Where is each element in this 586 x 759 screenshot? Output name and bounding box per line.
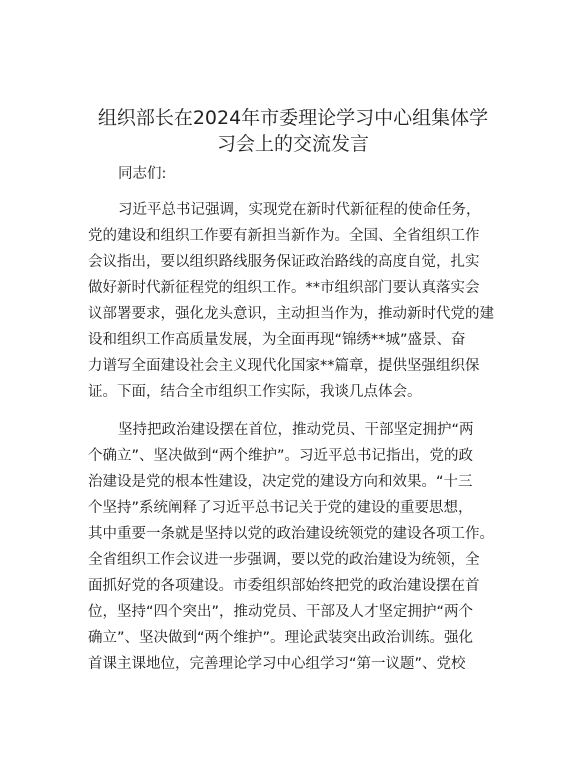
paragraph-2-line: 个确立”、坚决做到“两个维护”。习近平总书记指出，党的政: [88, 448, 474, 464]
paragraph-1-line: 做好新时代新征程党的组织工作。**市组织部门要认真落实会: [88, 280, 480, 296]
paragraph-1-line: 习近平总书记强调，实现党在新时代新征程的使命任务，: [118, 202, 481, 218]
salutation: 同志们:: [118, 166, 167, 182]
paragraph-1-line: 党的建设和组织工作要有新担当新作为。全国、全省组织工作: [88, 228, 480, 244]
document-title-line-2: 习会上的交流发言: [216, 133, 369, 155]
paragraph-2-line: 首课主课地位，完善理论学习中心组学习“第一议题”、党校: [88, 656, 466, 672]
paragraph-1-line: 设和组织工作高质量发展，为全面再现“锦绣**城”盛景、奋: [88, 332, 466, 348]
paragraph-2-line: 其中重要一条就是坚持以党的政治建设统领党的建设各项工作。: [88, 526, 494, 542]
paragraph-2-line: 个坚持”系统阐释了习近平总书记关于党的建设的重要思想，: [88, 500, 473, 516]
paragraph-2-line: 坚持把政治建设摆在首位，推动党员、干部坚定拥护“两: [118, 422, 474, 438]
paragraph-1-line: 议部署要求，强化龙头意识，主动担当作为，推动新时代党的建: [88, 306, 494, 322]
paragraph-2-line: 全省组织工作会议进一步强调，要以党的政治建设为统领，全: [88, 552, 480, 568]
paragraph-2-line: 面抓好党的各项建设。市委组织部始终把党的政治建设摆在首: [88, 578, 480, 594]
paragraph-2-line: 治建设是党的根本性建设，决定党的建设方向和效果。“十三: [88, 474, 473, 490]
paragraph-2-line: 位，坚持“四个突出”，推动党员、干部及人才坚定拥护“两个: [88, 604, 474, 620]
document-title-line-1: 组织部长在2024年市委理论学习中心组集体学: [97, 107, 489, 129]
paragraph-1-line: 力谱写全面建设社会主义现代化国家**篇章，提供坚强组织保: [88, 358, 480, 374]
paragraph-1-line: 会议指出，要以组织路线服务保证政治路线的高度自觉，扎实: [88, 254, 480, 270]
paragraph-2-line: 确立”、坚决做到“两个维护”。理论武装突出政治训练。强化: [88, 630, 474, 646]
paragraph-1-line: 证。下面，结合全市组织工作实际，我谈几点体会。: [88, 384, 422, 400]
